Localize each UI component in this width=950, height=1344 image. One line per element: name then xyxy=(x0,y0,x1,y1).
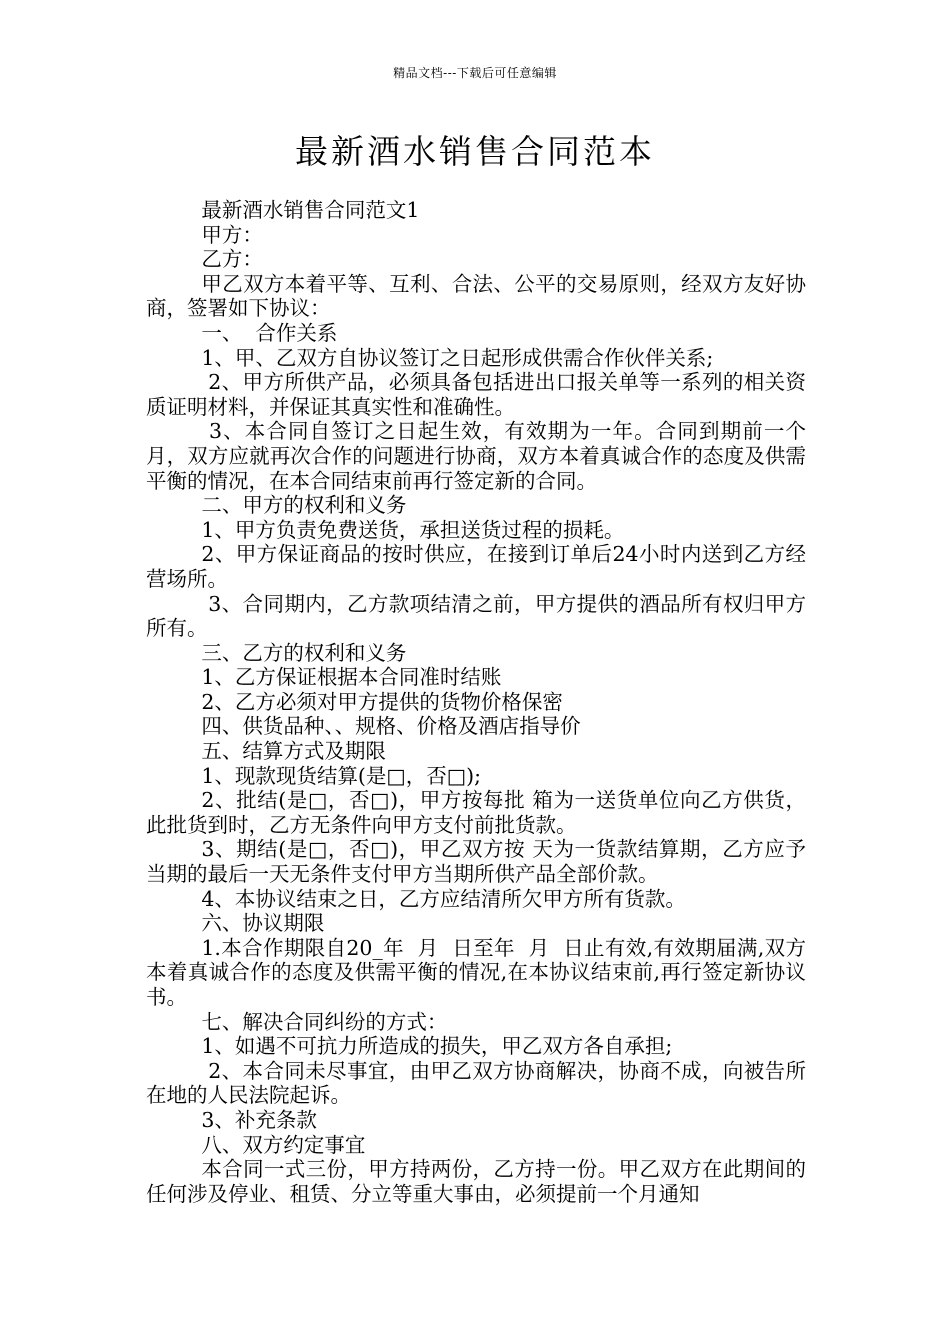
paragraph: 2、乙方必须对甲方提供的货物价格保密 xyxy=(201,689,563,714)
paragraph: 4、本协议结束之日，乙方应结清所欠甲方所有货款。 xyxy=(201,886,686,911)
paragraph: 1.本合作期限自20_年 月 日至年 月 日止有效,有效期届满,双方本着真诚合作的态度及供需平衡的情况,在本协议结束前,再行签定新协议书。 xyxy=(146,935,806,1009)
paragraph: 3、本合同自签订之日起生效，有效期为一年。合同到期前一个月，双方应就再次合作的问题进行协商，双方本着真诚合作的态度及供需平衡的情况，在本合同结束前再行签定新的合同。 xyxy=(146,419,806,493)
paragraph: 2、甲方所供产品，必须具备包括进出口报关单等一系列的相关资质证明材料，并保证其真实性和准确性。 xyxy=(146,370,806,419)
document-body xyxy=(146,198,806,1206)
paragraph: 二、甲方的权利和义务 xyxy=(201,493,407,518)
paragraph: 1、现款现货结算(是□，否□); xyxy=(201,763,482,788)
paragraph: 甲方： xyxy=(201,222,263,247)
paragraph: 最新酒水销售合同范文1 xyxy=(201,198,420,222)
paragraph: 一、 合作关系 xyxy=(201,320,338,345)
paragraph: 甲乙双方本着平等、互利、合法、公平的交易原则，经双方友好协商，签署如下协议： xyxy=(146,271,806,321)
paragraph: 八、双方约定事宜 xyxy=(201,1132,366,1157)
paragraph: 3、合同期内，乙方款项结清之前，甲方提供的酒品所有权归甲方所有。 xyxy=(146,591,806,641)
paragraph: 乙方： xyxy=(201,247,263,272)
page-title: 最新酒水销售合同范本 xyxy=(295,132,655,171)
paragraph: 2、甲方保证商品的按时供应，在接到订单后24小时内送到乙方经营场所。 xyxy=(146,542,806,591)
paragraph: 本合同一式三份，甲方持两份，乙方持一份。甲乙双方在此期间的任何涉及停业、租赁、分立等重大事由，必须提前一个月通知 xyxy=(146,1157,806,1206)
paragraph: 3、期结(是□，否□)，甲乙双方按 天为一货款结算期，乙方应予当期的最后一天无条件支付甲方当期所供产品全部价款。 xyxy=(146,837,806,887)
paragraph: 七、解决合同纠纷的方式： xyxy=(201,1009,448,1034)
paragraph: 三、乙方的权利和义务 xyxy=(201,640,407,665)
paragraph: 1、乙方保证根据本合同准时结账 xyxy=(201,665,502,690)
paragraph: 3、补充条款 xyxy=(201,1107,317,1132)
paragraph: 2、本合同未尽事宜，由甲乙双方协商解决，协商不成，向被告所在地的人民法院起诉。 xyxy=(146,1058,806,1108)
paragraph: 六、协议期限 xyxy=(201,911,325,936)
paragraph: 1、甲、乙双方自协议签订之日起形成供需合作伙伴关系; xyxy=(201,345,714,370)
paragraph: 1、如遇不可抗力所造成的损失，甲乙双方各自承担; xyxy=(201,1034,673,1059)
header-note: 精品文档---下载后可任意编辑 xyxy=(393,66,557,80)
paragraph: 1、甲方负责免费送货，承担送货过程的损耗。 xyxy=(201,517,625,542)
paragraph: 2、批结(是□，否□)，甲方按每批 箱为一送货单位向乙方供货，此批货到时，乙方无条件向甲方支付前批货款。 xyxy=(146,788,806,837)
paragraph: 五、结算方式及期限 xyxy=(201,739,386,764)
paragraph: 四、供货品种、、规格、价格及酒店指导价 xyxy=(201,714,581,739)
